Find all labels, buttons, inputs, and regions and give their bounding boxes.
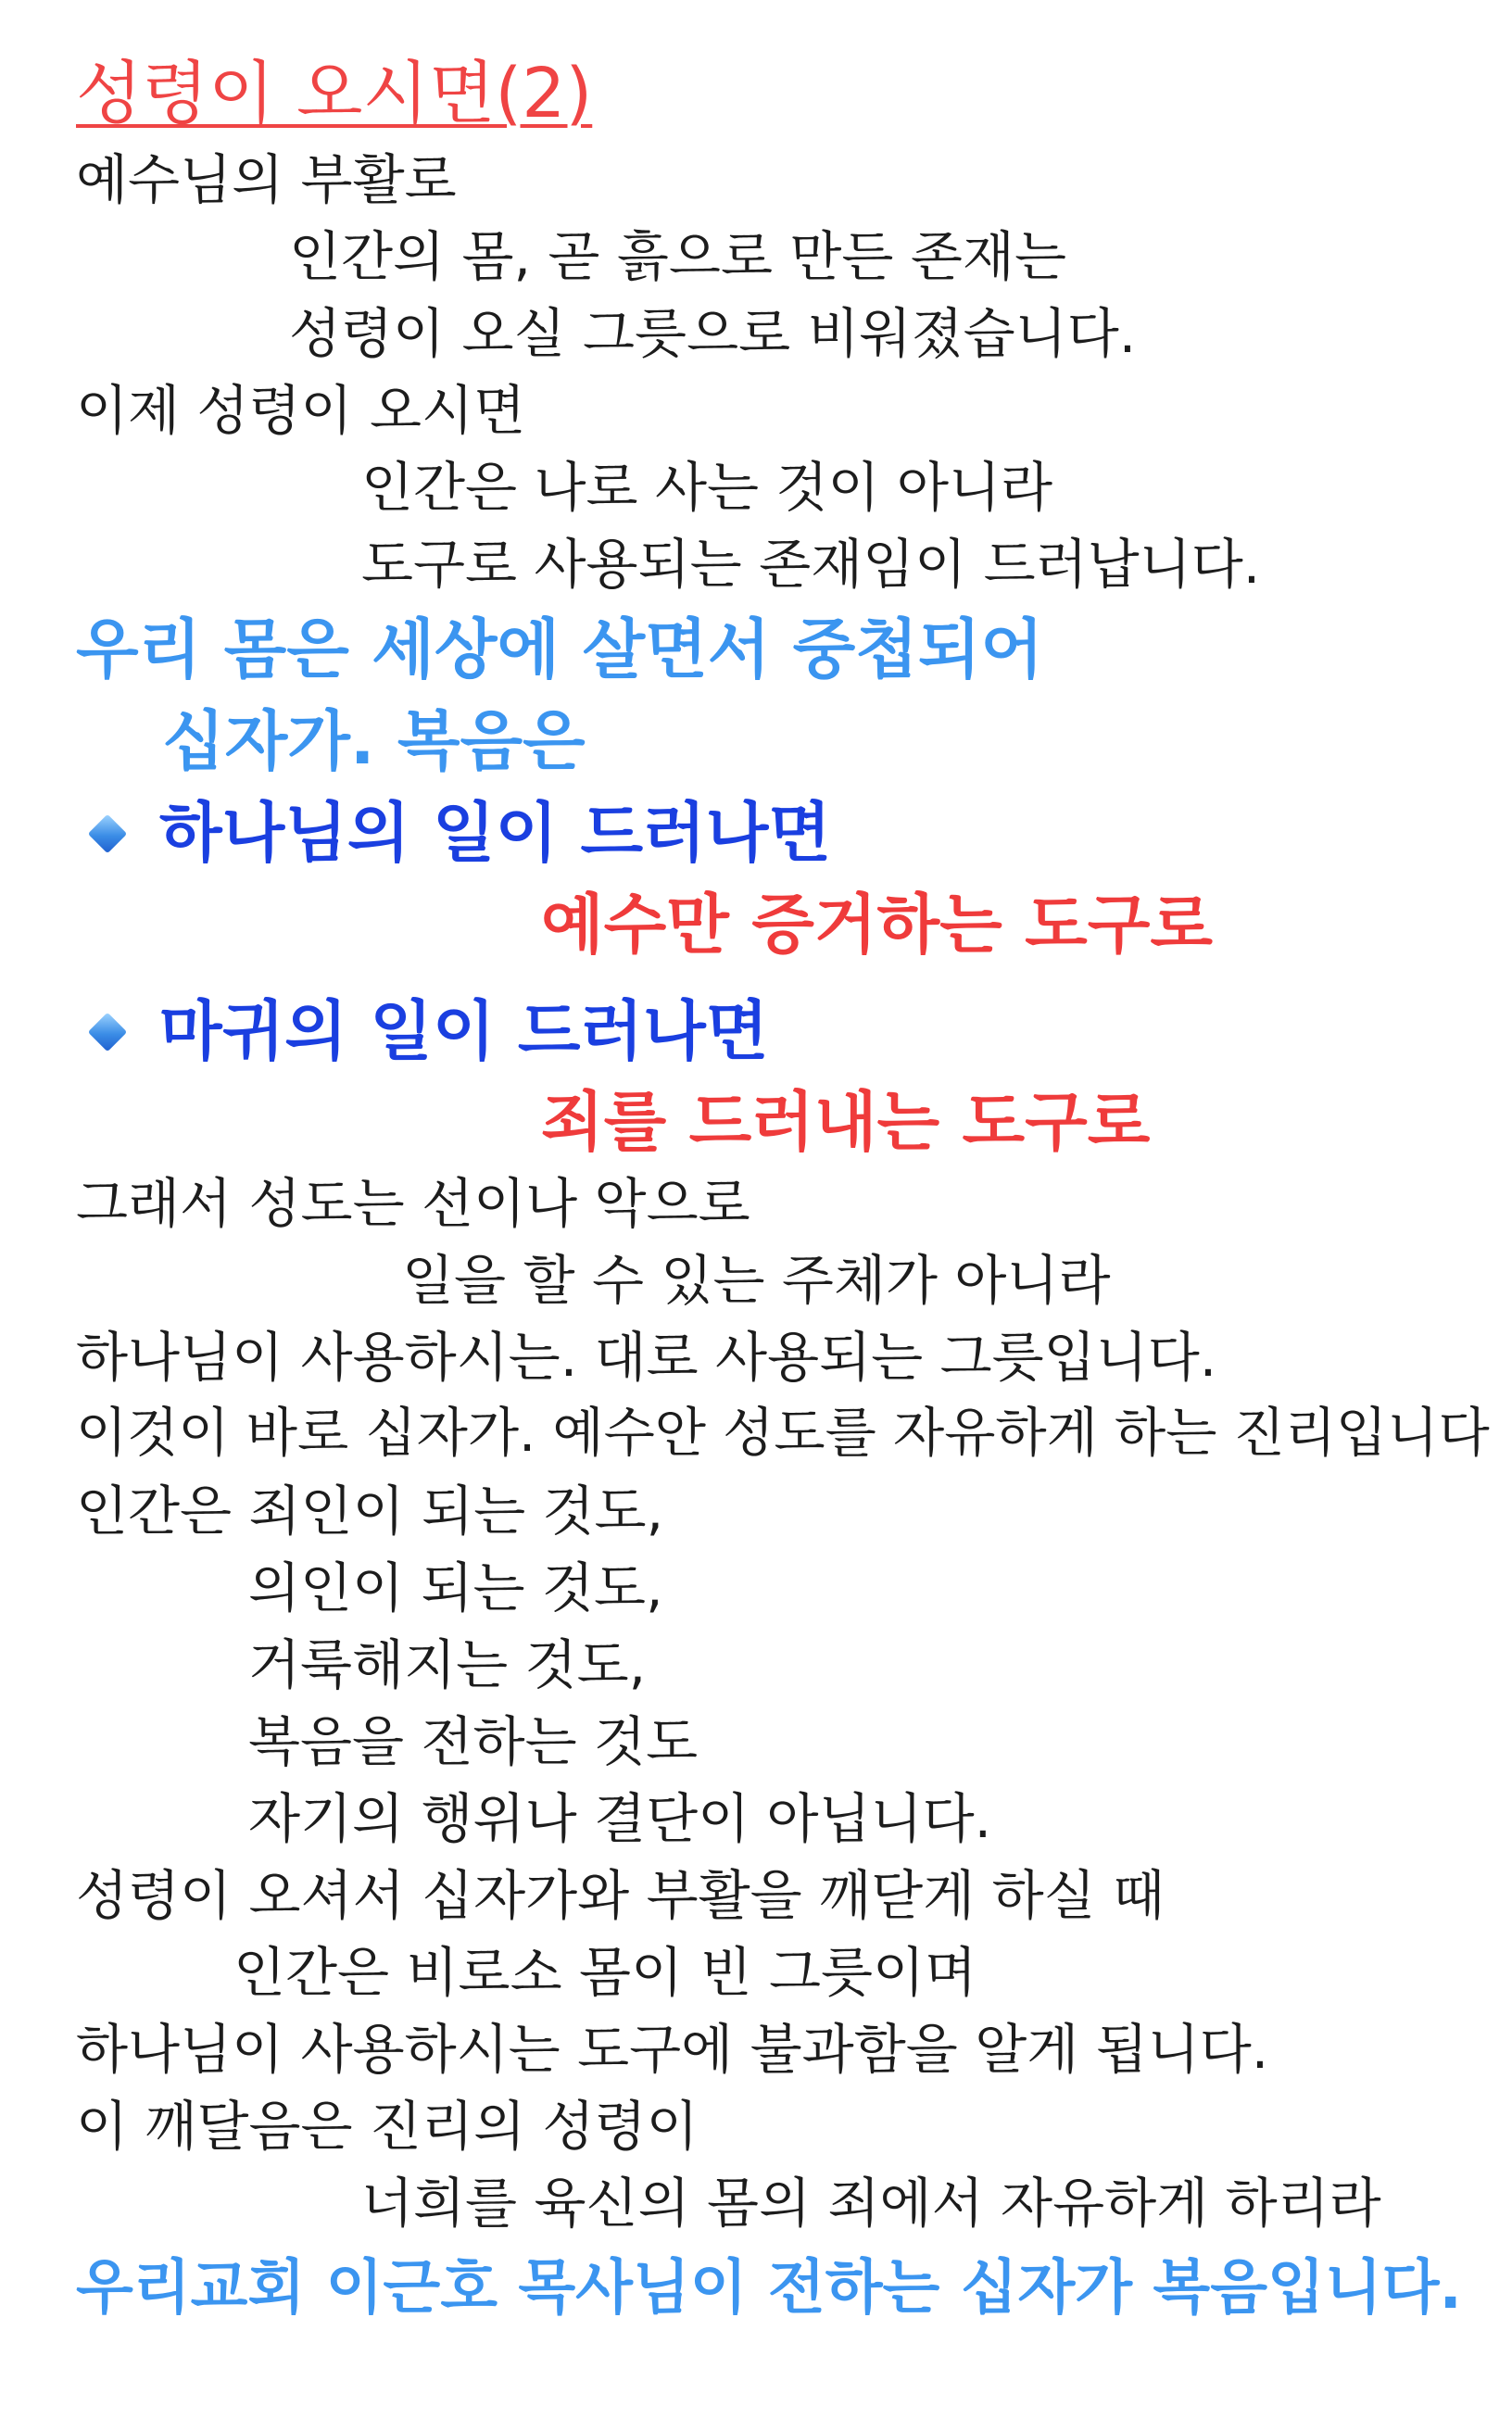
footer-line: 우리교회 이근호 목사님이 전하는 십자가 복음입니다. — [76, 2254, 1462, 2323]
bullet-heading-2: 마귀의 일이 드러나면 — [159, 993, 769, 1069]
text-line-20: 너희를 육신의 몸의 죄에서 자유하게 하리라 — [361, 2172, 1381, 2235]
diamond-icon — [88, 814, 127, 853]
text-line-16: 성령이 오셔서 십자가와 부활을 깨닫게 하실 때 — [76, 1864, 1166, 1927]
text-line-1: 예수님의 부활로 — [76, 148, 457, 211]
bullet-sub-1: 예수만 증거하는 도구로 — [541, 887, 1213, 963]
text-line-7: 그래서 성도는 선이나 악으로 — [76, 1172, 750, 1235]
bullet-heading-1: 하나님의 일이 드러나면 — [159, 795, 831, 871]
text-line-6: 도구로 사용되는 존재임이 드러납니다. — [361, 533, 1261, 596]
diamond-icon — [88, 1013, 127, 1052]
highlight-line-2: 십자가. 복음은 — [162, 703, 586, 779]
text-line-17: 인간은 비로소 몸이 빈 그릇이며 — [233, 1941, 977, 2004]
highlight-line-1: 우리 몸은 세상에 살면서 중첩되어 — [76, 611, 1044, 687]
text-line-18: 하나님이 사용하시는 도구에 불과함을 알게 됩니다. — [76, 2018, 1269, 2081]
bullet-sub-2: 죄를 드러내는 도구로 — [541, 1084, 1151, 1160]
text-line-10: 이것이 바로 십자가. 예수안 성도를 자유하게 하는 진리입니다 — [76, 1403, 1490, 1464]
text-line-8: 일을 할 수 있는 주체가 아니라 — [402, 1249, 1111, 1312]
text-line-14: 복음을 전하는 것도 — [248, 1710, 699, 1773]
text-line-2: 인간의 몸, 곧 흙으로 만든 존재는 — [289, 225, 1066, 288]
text-line-15: 자기의 행위나 결단이 아닙니다. — [248, 1787, 992, 1850]
text-line-11: 인간은 죄인이 되는 것도, — [76, 1480, 664, 1543]
text-line-13: 거룩해지는 것도, — [248, 1633, 647, 1696]
text-line-5: 인간은 나로 사는 것이 아니라 — [361, 456, 1053, 519]
text-line-12: 의인이 되는 것도, — [248, 1556, 663, 1619]
text-line-3: 성령이 오실 그릇으로 비워졌습니다. — [289, 302, 1137, 365]
page-title: 성령이 오시면(2) — [76, 54, 593, 133]
text-line-4: 이제 성령이 오시면 — [76, 379, 526, 442]
text-line-9: 하나님이 사용하시는. 대로 사용되는 그릇입니다. — [76, 1326, 1217, 1389]
text-line-19: 이 깨달음은 진리의 성령이 — [76, 2095, 699, 2158]
